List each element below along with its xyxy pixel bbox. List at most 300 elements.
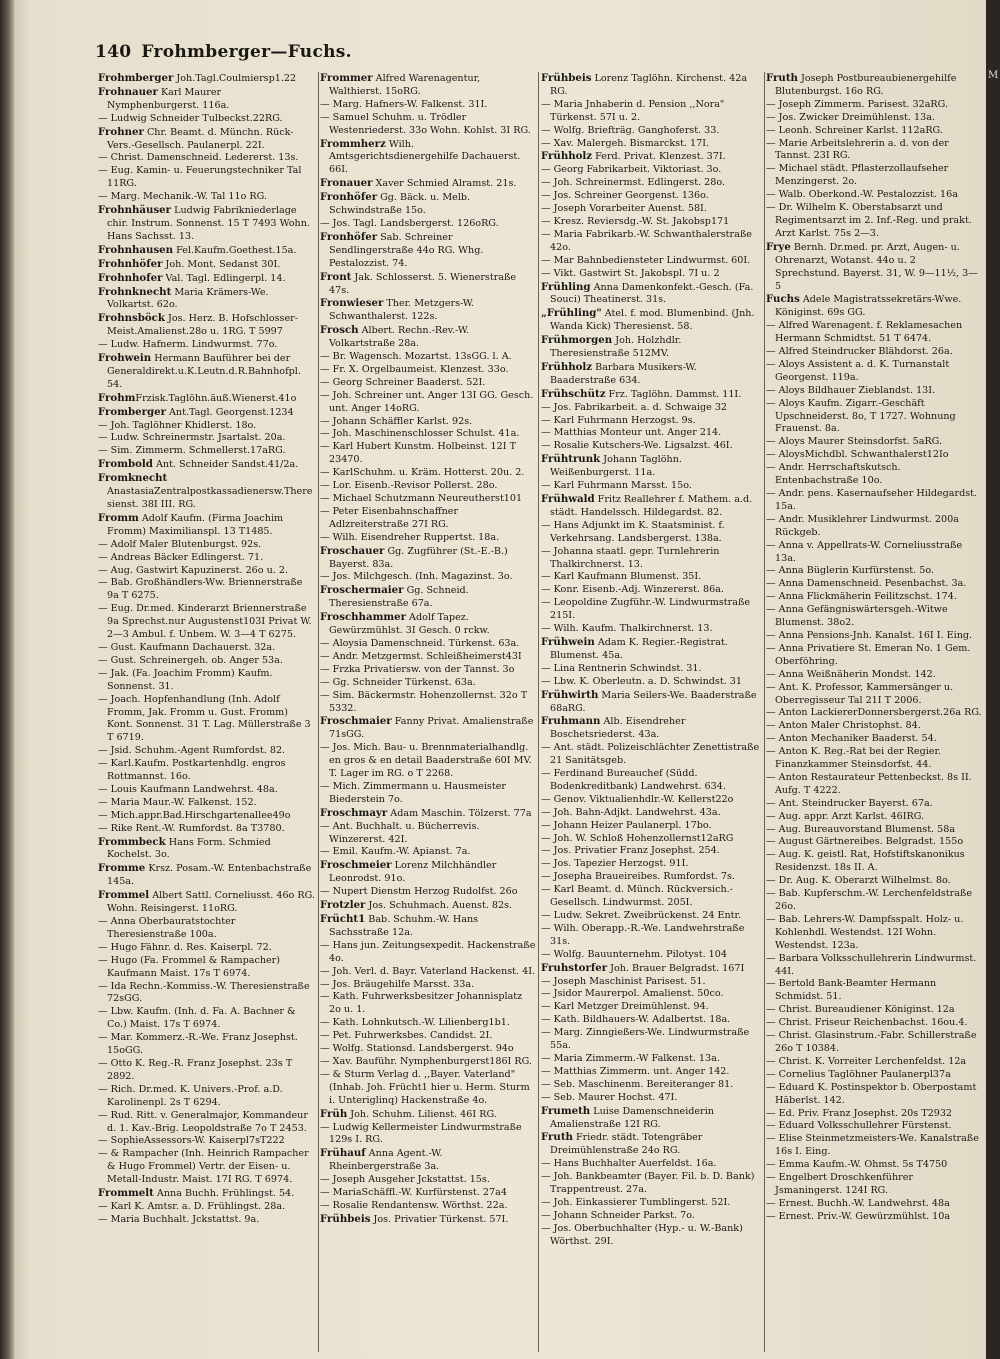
entry-text: — Bab. Kupferschm.-W. Lerchenfeldstraße 26o. — [766, 888, 973, 912]
page-range: Frohmberger—Fuchs. — [141, 42, 352, 62]
entry-text: — Jos. Bräugehilfe Marsst. 33a. — [320, 978, 475, 990]
entry-text: — Maria Fabrikarb.-W. Schwanthalerstraße 42o. — [541, 228, 752, 253]
entry-text: Fel.Kaufm.Goethest.15a. — [173, 244, 297, 256]
entry-text: Ludwig Fabrikniederlage chir. Instrum. Sonnenst. 15 T 7493 Wohn. Hans Sachsst. 13. — [107, 205, 310, 242]
entry-text: — Wilh. Oberapp.-R.-We. Landwehrstraße 31s. — [541, 922, 745, 947]
surname: Froschermaier — [320, 584, 404, 597]
directory-entry — [320, 807, 536, 821]
entry-text: — Karl Metzger Dreimühlenst. 94. — [541, 1001, 709, 1013]
entry-text: — Aloys Maurer Steinsdorfst. 5aRG. — [766, 436, 943, 448]
directory-entry — [766, 241, 982, 294]
entry-text: — Gust. Schreinergeh. ob. Anger 53a. — [98, 654, 283, 666]
directory-entry — [766, 1198, 982, 1211]
directory-entry — [766, 1120, 982, 1133]
directory-entry — [541, 794, 763, 807]
entry-text: — KarlSchuhm. u. Kräm. Hotterst. 20u. 2. — [320, 467, 525, 479]
entry-text: — Marg. Zinngießers-We. Lindwurmstraße 55a. — [541, 1027, 750, 1052]
directory-entry — [320, 480, 536, 493]
directory-entry — [320, 177, 536, 191]
directory-column-1 — [98, 72, 316, 1357]
entry-text: — Jos. Oberbuchhalter (Hyp.- u. W.-Bank) Wörthst. 29I. — [541, 1222, 743, 1247]
entry-text: — Joh. Schreiner unt. Anger 13I GG. Gesch. unt. Anger 14oRG. — [320, 389, 534, 414]
entry-text: Xaver Schmied Alramst. 21s. — [372, 178, 517, 190]
directory-entry — [98, 552, 316, 565]
entry-text: — Dr. Aug. K. Oberarzt Wilhelmst. 8o. — [766, 875, 951, 887]
surname: Frühtrunk — [541, 453, 601, 466]
entry-text: — Andr. Musiklehrer Lindwurmst. 200a Rückgeb. — [766, 513, 959, 538]
directory-entry — [541, 150, 763, 164]
entry-text: — Anna Gefängniswärtersgeh.-Witwe Blumenst. 38o2. — [766, 604, 948, 629]
directory-entry — [766, 824, 982, 837]
entry-text: Adam Maschin. Tölzerst. 77a — [387, 807, 532, 819]
entry-text: — Cornelius Taglöhner Paulanerpl37a — [766, 1068, 951, 1080]
directory-entry — [766, 293, 982, 320]
entry-text: — Wolfg. Stationsd. Landsbergerst. 94o — [320, 1043, 514, 1055]
surname: Fruhstorfer — [541, 961, 608, 974]
directory-entry — [541, 1158, 763, 1171]
entry-text: — Eduard Volksschullehrer Fürstenst. — [766, 1120, 952, 1132]
surname: Frohnknecht — [98, 285, 172, 298]
directory-entry — [766, 125, 982, 138]
entry-text: — Anton Maler Christophst. 84. — [766, 720, 921, 732]
entry-text: Jos. Schuhmach. Auenst. 82s. — [365, 900, 513, 912]
entry-text: — Wilh. Eisendreher Ruppertst. 18a. — [320, 531, 500, 543]
directory-entry — [320, 584, 536, 611]
entry-text: Fanny Privat. Amalienstraße 71sGG. — [329, 716, 534, 741]
directory-entry — [541, 281, 763, 308]
directory-entry — [541, 923, 763, 949]
directory-entry — [541, 858, 763, 871]
directory-entry — [98, 1110, 316, 1136]
entry-text: — Aug. appr. Arzt Karlst. 46IRG. — [766, 810, 925, 822]
directory-entry — [541, 203, 763, 216]
entry-text: Hans Form. Schmied Kochelst. 3o. — [107, 836, 271, 861]
directory-entry — [320, 1147, 536, 1174]
entry-text: — Anna Flickmäherin Feilitzschst. 174. — [766, 591, 957, 603]
directory-entry — [98, 472, 316, 512]
entry-text: Frzisk.Taglöhn.äuß.Wienerst.41o — [135, 392, 297, 404]
directory-entry — [320, 390, 536, 416]
directory-entry — [320, 677, 536, 690]
directory-entry — [320, 638, 536, 651]
entry-text: Ant.Tagl. Georgenst.1234 — [165, 406, 294, 418]
entry-text: — Ludw. Hafnerm. Lindwurmst. 77o. — [98, 339, 278, 351]
directory-entry — [541, 571, 763, 584]
entry-text: — Karl Hubert Kunstm. Holbeinst. 12I T 23470. — [320, 441, 516, 466]
directory-column-3 — [541, 72, 763, 1357]
entry-text: — Anton LackiererDonnersbergerst.26a RG. — [766, 707, 982, 719]
directory-entry — [541, 1027, 763, 1053]
surname: Frommel — [98, 889, 150, 902]
directory-entry — [541, 334, 763, 361]
directory-entry — [541, 676, 763, 689]
directory-entry — [541, 229, 763, 255]
surname: Frohwein — [98, 352, 152, 365]
directory-entry — [541, 72, 763, 99]
directory-entry — [98, 1084, 316, 1110]
directory-entry — [98, 981, 316, 1007]
entry-text: Gg. Schneid. Theresienstraße 67a. — [329, 585, 469, 610]
entry-text: Johann Taglöhn. Weißenburgerst. 11a. — [550, 454, 682, 479]
entry-text: — Jos. Privatier Franz Josephst. 254. — [541, 845, 720, 857]
entry-text: — Emma Kaufm.-W. Ohmst. 5s T4750 — [766, 1159, 948, 1171]
surname: Fronhöfer — [320, 191, 378, 204]
directory-entry — [766, 346, 982, 359]
directory-entry — [320, 506, 536, 532]
entry-text: — Mich.appr.Bad.Hirschgartenallee49o — [98, 809, 291, 821]
directory-entry — [98, 1148, 316, 1187]
directory-entry — [98, 784, 316, 797]
entry-text: — Anna Privatiere St. Emeran No. 1 Gem. Oberföhring. — [766, 642, 971, 667]
directory-entry — [766, 733, 982, 746]
directory-entry — [320, 1043, 536, 1056]
entry-text: Albert. Rechn.-Rev.-W. Volkartstraße 28a. — [329, 325, 470, 350]
entry-text: — Joh. Maschinenschlosser Schulst. 41a. — [320, 428, 520, 440]
entry-text: — Rosalie Rendantensw. Wörthst. 22a. — [320, 1199, 508, 1211]
directory-entry — [320, 1017, 536, 1030]
directory-entry — [98, 694, 316, 746]
entry-text: — Joseph Ausgeher Jckstattst. 15s. — [320, 1174, 490, 1186]
entry-text: — Jsidor Maurerpol. Amalienst. 50co. — [541, 988, 724, 1000]
entry-text: — Andreas Bäcker Edlingerst. 71. — [98, 551, 264, 563]
entry-text: — Jos. Zwicker Dreimühlenst. 13a. — [766, 111, 935, 123]
entry-text: — Karl K. Amtsr. a. D. Frühlingst. 28a. — [98, 1200, 286, 1212]
directory-entry — [320, 611, 536, 638]
column-rule — [318, 72, 319, 1352]
directory-entry — [766, 462, 982, 488]
entry-text: — Br. Wagensch. Mozartst. 13sGG. l. A. — [320, 351, 512, 363]
directory-entry — [541, 1131, 763, 1158]
directory-entry — [541, 1014, 763, 1027]
entry-text: — Eug. Dr.med. Kinderarzt Briennerstraße 9a Sprechst.nur Augustenst103I Privat W. 2—3 Ambul. f. Unbem. W. 3—4 T 6275. — [98, 603, 312, 641]
entry-text: — Hugo (Fa. Frommel & Rampacher) Kaufmann Maist. 17s T 6974. — [98, 954, 280, 979]
surname: Frühwirth — [541, 688, 599, 701]
directory-entry — [98, 642, 316, 655]
entry-text: — Ida Rechn.-Kommiss.-W. Theresienstraße 72sGG. — [98, 980, 310, 1005]
surname: Froschhammer — [320, 611, 406, 624]
surname: Fromme — [98, 862, 146, 875]
surname: Frühschütz — [541, 387, 606, 400]
entry-text: — Rud. Ritt. v. Generalmajor, Kommandeur d. 1. Kav.-Brig. Leopoldstraße 7o T 2453. — [98, 1109, 308, 1134]
entry-text: — Engelbert Droschkenführer Jsmaningerst. 124I RG. — [766, 1172, 913, 1196]
entry-text: — Sim. Zimmerm. Schmellerst.17aRG. — [98, 445, 286, 457]
directory-entry — [320, 218, 536, 231]
directory-entry — [541, 1001, 763, 1014]
entry-text: — Adolf Maler Blutenburgst. 92s. — [98, 538, 262, 550]
entry-text: Anna Agent.-W. Rheinbergerstraße 3a. — [329, 1148, 443, 1173]
directory-entry — [98, 955, 316, 981]
adjacent-page-edge: M — [986, 0, 1000, 1359]
entry-text: — Ferdinand Bureauchef (Südd. Bodenkreditbank) Landwehrst. 634. — [541, 768, 726, 792]
entry-text: — Michael städt. Pflasterzollaufseher Menzingerst. 2o. — [766, 163, 949, 188]
directory-entry — [320, 1200, 536, 1213]
directory-entry — [98, 889, 316, 916]
directory-entry — [766, 1004, 982, 1017]
page-header — [95, 42, 352, 62]
directory-entry — [98, 810, 316, 823]
entry-text: — Hans Buchhalter Auerfeldst. 16a. — [541, 1158, 717, 1170]
directory-entry — [541, 480, 763, 493]
directory-entry — [320, 231, 536, 271]
entry-text: — Karl Fuhrmann Marsst. 15o. — [541, 480, 692, 492]
directory-entry — [766, 385, 982, 398]
directory-entry — [766, 669, 982, 682]
directory-entry — [98, 339, 316, 352]
directory-entry — [766, 488, 982, 514]
directory-entry — [320, 821, 536, 847]
entry-text: — Konr. Eisenb.-Adj. Winzererst. 86a. — [541, 584, 724, 596]
entry-text: — Karl.Kaufm. Postkartenhdlg. engros Rottmannst. 16o. — [98, 758, 286, 783]
directory-entry — [766, 514, 982, 540]
entry-text: — Ludwig Schneider Tulbeckst.22RG. — [98, 112, 283, 124]
entry-text: — Bab. Großhändlers-Ww. Briennerstraße 9a T 6275. — [98, 577, 303, 602]
entry-text: — Sim. Bäckermstr. Hohenzollernst. 32o T 5332. — [320, 689, 528, 714]
entry-text: Ther. Metzgers-W. Schwanthalerst. 122s. — [329, 298, 474, 323]
directory-entry — [541, 427, 763, 440]
entry-text: — Nupert Dienstm Herzog Rudolfst. 26o — [320, 886, 518, 898]
entry-text: — Ant. Buchhalt. u. Bücherrevis. Winzererst. 42I. — [320, 820, 480, 845]
directory-entry — [541, 597, 763, 623]
surname: Frohnhofer — [98, 271, 163, 284]
surname: Frye — [766, 240, 791, 253]
entry-text: — Bab. Lehrers-W. Dampfsspalt. Holz- u. Kohlenhdl. Westendst. 12I Wohn. Westendst. 123a. — [766, 913, 964, 951]
directory-entry — [766, 875, 982, 888]
entry-text: Sab. Schreiner Sendlingerstraße 44o RG. Whg. Pestalozzist. 74. — [329, 231, 484, 269]
directory-entry — [98, 420, 316, 433]
directory-entry — [766, 138, 982, 164]
entry-text: — Walb. Oberkond.-W. Pestalozzist. 16a — [766, 189, 958, 201]
entry-text: — Ludw. Sekret. Zweibrückenst. 24 Entr. — [541, 910, 742, 921]
directory-entry — [766, 202, 982, 241]
directory-entry — [541, 636, 763, 663]
directory-entry — [541, 190, 763, 203]
entry-text: — Anna Pensions-Jnh. Kanalst. 16I I. Eing. — [766, 629, 973, 641]
entry-text: — Marg. Hafners-W. Falkenst. 31I. — [320, 98, 488, 110]
entry-text: — Barbara Volksschullehrerin Lindwurmst. 44I. — [766, 952, 977, 977]
entry-text: Joh.Tagl.Coulmiersp1.22 — [173, 73, 297, 84]
book-binding — [0, 0, 14, 1359]
directory-entry — [320, 1213, 536, 1227]
entry-text: — Frzka Privatiersw. von der Tannst. 3o — [320, 663, 515, 675]
surname: Frohnhöfer — [98, 257, 163, 270]
directory-entry — [766, 798, 982, 811]
directory-entry — [766, 436, 982, 449]
entry-text: — Dr. Wilhelm K. Oberstabsarzt und Regimentsarzt im 2. Inf.-Reg. und prakt. Arzt Karlst. 75s 2—3. — [766, 202, 972, 239]
entry-text: — Ant. K. Professor, Kammersänger u. Oberregisseur Tal 21I T 2006. — [766, 681, 954, 706]
entry-text: — Johann Heizer Paulanerpl. 17bo. — [541, 819, 712, 831]
entry-text: Ferd. Privat. Klenzest. 37I. — [592, 151, 726, 163]
surname: Frühbeis — [320, 1212, 371, 1225]
directory-entry — [766, 643, 982, 669]
directory-entry — [541, 663, 763, 676]
directory-entry — [98, 191, 316, 204]
entry-text: — Marg. Mechanik.-W. Tal 11o RG. — [98, 191, 268, 203]
directory-entry — [98, 165, 316, 191]
directory-entry — [320, 886, 536, 899]
directory-entry — [320, 940, 536, 966]
directory-entry — [320, 991, 536, 1017]
surname: Fromknecht — [98, 472, 168, 485]
entry-text: — Elise Steinmetzmeisters-We. Kanalstraße 16s I. Eing. — [766, 1133, 979, 1158]
surname: Frühholz — [541, 150, 593, 163]
entry-text: — Joseph Zimmerm. Parisest. 32aRG. — [766, 98, 949, 110]
entry-text: Joh. Brauer Belgradst. 167I — [607, 962, 745, 974]
entry-text: — AloysMichdbl. Schwanthalerst12Io — [766, 449, 949, 461]
entry-text: — MariaSchäffl.-W. Kurfürstenst. 27a4 — [320, 1187, 507, 1199]
directory-entry — [98, 565, 316, 578]
directory-entry — [98, 272, 316, 286]
directory-entry — [320, 364, 536, 377]
entry-text: — Matthias Zimmerm. unt. Anger 142. — [541, 1065, 730, 1077]
entry-text: Adele Magistratssekretärs-Wwe. Königinst. 69s GG. — [775, 294, 962, 319]
directory-entry — [766, 1017, 982, 1030]
directory-entry — [320, 690, 536, 716]
surname: Fronwieser — [320, 297, 384, 310]
surname: Fuchs — [766, 293, 800, 306]
entry-text: — Joh. Bahn-Adjkt. Landwehrst. 43a. — [541, 806, 721, 818]
entry-text: — Joseph Vorarbeiter Auenst. 58I. — [541, 203, 707, 215]
surname: Frohner — [98, 125, 144, 138]
directory-entry — [320, 99, 536, 112]
directory-entry — [98, 126, 316, 153]
directory-entry — [541, 820, 763, 833]
directory-entry — [541, 268, 763, 281]
entry-text: Albert Sattl. Corneliusst. 46o RG. Wohn. Reisingerst. 11oRG. — [107, 890, 315, 915]
directory-entry — [98, 152, 316, 165]
directory-entry — [766, 836, 982, 849]
directory-entry — [98, 1135, 316, 1148]
directory-entry — [98, 603, 316, 642]
directory-entry — [320, 1069, 536, 1108]
entry-text: — Mar Bahnbediensteter Lindwurmst. 60I. — [541, 254, 751, 266]
directory-entry — [98, 758, 316, 784]
surname: Frommer — [320, 72, 373, 84]
directory-entry — [766, 1108, 982, 1121]
entry-text: — Eug. Kamin- u. Feuerungstechniker Tal 11RG. — [98, 165, 302, 190]
entry-text: — Johann Schäffler Karlst. 92s. — [320, 415, 473, 427]
entry-text: Joh. Holzhdlr. Theresienstraße 512MV. — [550, 335, 682, 360]
entry-text: Karl Maurer Nymphenburgerst. 116a. — [107, 86, 230, 111]
entry-text: — Ludwig Kellermeister Lindwurmstraße 129s I. RG. — [320, 1121, 522, 1146]
entry-text: — Eduard K. Postinspektor b. Oberpostamt Häberlst. 142. — [766, 1081, 977, 1106]
surname: Froschmeier — [320, 859, 392, 872]
entry-text: — Maria Buchhalt. Jckstattst. 9a. — [98, 1213, 260, 1225]
directory-entry — [541, 546, 763, 572]
directory-entry — [541, 988, 763, 1001]
entry-text: — Johanna staatl. gepr. Turnlehrerin Thalkirchnerst. 13. — [541, 545, 720, 570]
entry-text: Krsz. Posam.-W. Entenbachstraße 145a. — [107, 863, 312, 888]
entry-text: — Anna Oberbauratstochter Theresienstraße 100a. — [98, 916, 236, 940]
entry-text: Lorenz Milchhändler Leonrodst. 91o. — [329, 860, 497, 885]
entry-text: — Wolfg. Briefträg. Ganghoferst. 33. — [541, 124, 720, 136]
directory-entry — [98, 204, 316, 244]
entry-text: — Kresz. Reviersdg.-W. St. Jakobsp171 — [541, 215, 730, 227]
directory-entry — [98, 258, 316, 272]
entry-text: — Aloys Kaufm. Zigarr.-Geschäft Upschneiderst. 8o, T 1727. Wohnung Frauenst. 8a. — [766, 397, 956, 435]
entry-text: — Anna Büglerin Kurfürstenst. 5o. — [766, 565, 935, 577]
entry-text: — Ed. Priv. Franz Josephst. 20s T2932 — [766, 1107, 953, 1119]
entry-text: — Samuel Schuhm. u. Trödler Westenriederst. 33o Wohn. Kohlst. 3I RG. — [320, 111, 531, 136]
directory-entry — [541, 949, 763, 962]
entry-text: — Lbw. K. Oberleutn. a. D. Schwindst. 31 — [541, 675, 742, 687]
entry-text: Jos. Privatier Türkenst. 57I. — [370, 1213, 509, 1225]
entry-text: — Vikt. Gastwirt St. Jakobspl. 7I u. 2 — [541, 267, 720, 279]
directory-entry — [766, 1211, 982, 1224]
directory-entry — [320, 72, 536, 99]
directory-entry — [766, 565, 982, 578]
directory-entry — [541, 177, 763, 190]
directory-entry — [98, 823, 316, 836]
directory-entry — [320, 271, 536, 298]
entry-text: Frz. Taglöhn. Dammst. 11I. — [605, 388, 742, 400]
entry-text: — Ernest. Priv.-W. Gewürzmühlst. 10a — [766, 1210, 951, 1222]
entry-text: — Joh. Verl. d. Bayr. Vaterland Hackenst. 4I. — [320, 965, 536, 977]
directory-entry — [98, 1058, 316, 1084]
entry-text: — Wolfg. Bauunternehm. Pilotyst. 104 — [541, 948, 727, 960]
entry-text: — Joh. Schreinermst. Edlingerst. 28o. — [541, 177, 726, 189]
directory-entry — [320, 1187, 536, 1200]
entry-text: — Christ. Damenschneid. Ledererst. 13s. — [98, 152, 299, 164]
entry-text: — Jos. Tapezier Herzogst. 91I. — [541, 858, 689, 870]
entry-text: — Christ. Friseur Reichenbachst. 16ou.4. — [766, 1017, 968, 1029]
directory-entry — [766, 630, 982, 643]
entry-text: Wilh. Amtsgerichtsdienergehilfe Dachauerst. 66I. — [329, 138, 521, 176]
entry-text: — Jos. Fabrikarbeit. a. d. Schwaige 32 — [541, 401, 728, 413]
entry-text: — Peter Eisenbahnschaffner Adlzreiterstraße 27I RG. — [320, 505, 459, 530]
directory-entry — [541, 1053, 763, 1066]
directory-entry — [766, 320, 982, 346]
directory-entry — [766, 888, 982, 914]
entry-text: Maria Krämers-We. Volkartst. 62o. — [107, 286, 269, 311]
surname: Frommbeck — [98, 835, 166, 848]
entry-text: — Maria Jnhaberin d. Pension ,,Nora" Türkenst. 57I u. 2. — [541, 98, 725, 123]
surname: Frombold — [98, 458, 153, 471]
entry-text: — Aug. Gastwirt Kapuzinerst. 26o u. 2. — [98, 564, 289, 576]
entry-text: — Andr. Herrschaftskutsch. Entenbachstraße 10o. — [766, 462, 901, 487]
surname: Frühling — [541, 280, 591, 293]
entry-text: — Aloysia Damenschneid. Türkenst. 63a. — [320, 637, 520, 649]
entry-text: Atel. f. mod. Blumenbind. (Jnh. Wanda Kick) Theresienst. 58. — [550, 308, 755, 333]
entry-text: — Rike Rent.-W. Rumfordst. 8a T3780. — [98, 822, 285, 834]
directory-entry — [766, 449, 982, 462]
entry-text: Anna Damenkonfekt.-Gesch. (Fa. Souci) Theatinerst. 31s. — [550, 281, 754, 306]
directory-entry — [766, 1030, 982, 1056]
surname: Frotzler — [320, 899, 366, 912]
directory-entry — [541, 99, 763, 125]
surname: Frühmorgen — [541, 334, 613, 347]
surname: Frohnauer — [98, 85, 158, 98]
directory-entry — [98, 1187, 316, 1201]
surname: Frühholz — [541, 360, 593, 373]
entry-text: — Anna v. Appellrats-W. Corneliusstraße 13a. — [766, 539, 963, 564]
surname: Frosch — [320, 324, 359, 337]
entry-text: Joseph Postbureaubienergehilfe Blutenburgst. 16o RG. — [775, 73, 957, 97]
directory-entry — [766, 578, 982, 591]
directory-entry — [98, 72, 316, 86]
entry-text: Barbara Musikers-W. Baaderstraße 634. — [550, 361, 697, 386]
entry-text: — Hans Adjunkt im K. Staatsminist. f. Verkehrsang. Landsbergerst. 138a. — [541, 519, 725, 544]
entry-text: — Jos. Milchgesch. (Inh. Magazinst. 3o. — [320, 571, 513, 583]
directory-entry — [320, 913, 536, 940]
entry-text: Friedr. städt. Totengräber Dreimühlenstraße 24o RG. — [550, 1132, 703, 1157]
entry-text: — Ant. Steindrucker Bayerst. 67a. — [766, 797, 933, 809]
directory-entry — [320, 781, 536, 807]
directory-entry — [766, 604, 982, 630]
directory-entry — [541, 962, 763, 976]
directory-entry — [766, 953, 982, 979]
directory-entry — [98, 745, 316, 758]
entry-text: — Christ. Bureaudiener Königinst. 12a — [766, 1004, 955, 1016]
